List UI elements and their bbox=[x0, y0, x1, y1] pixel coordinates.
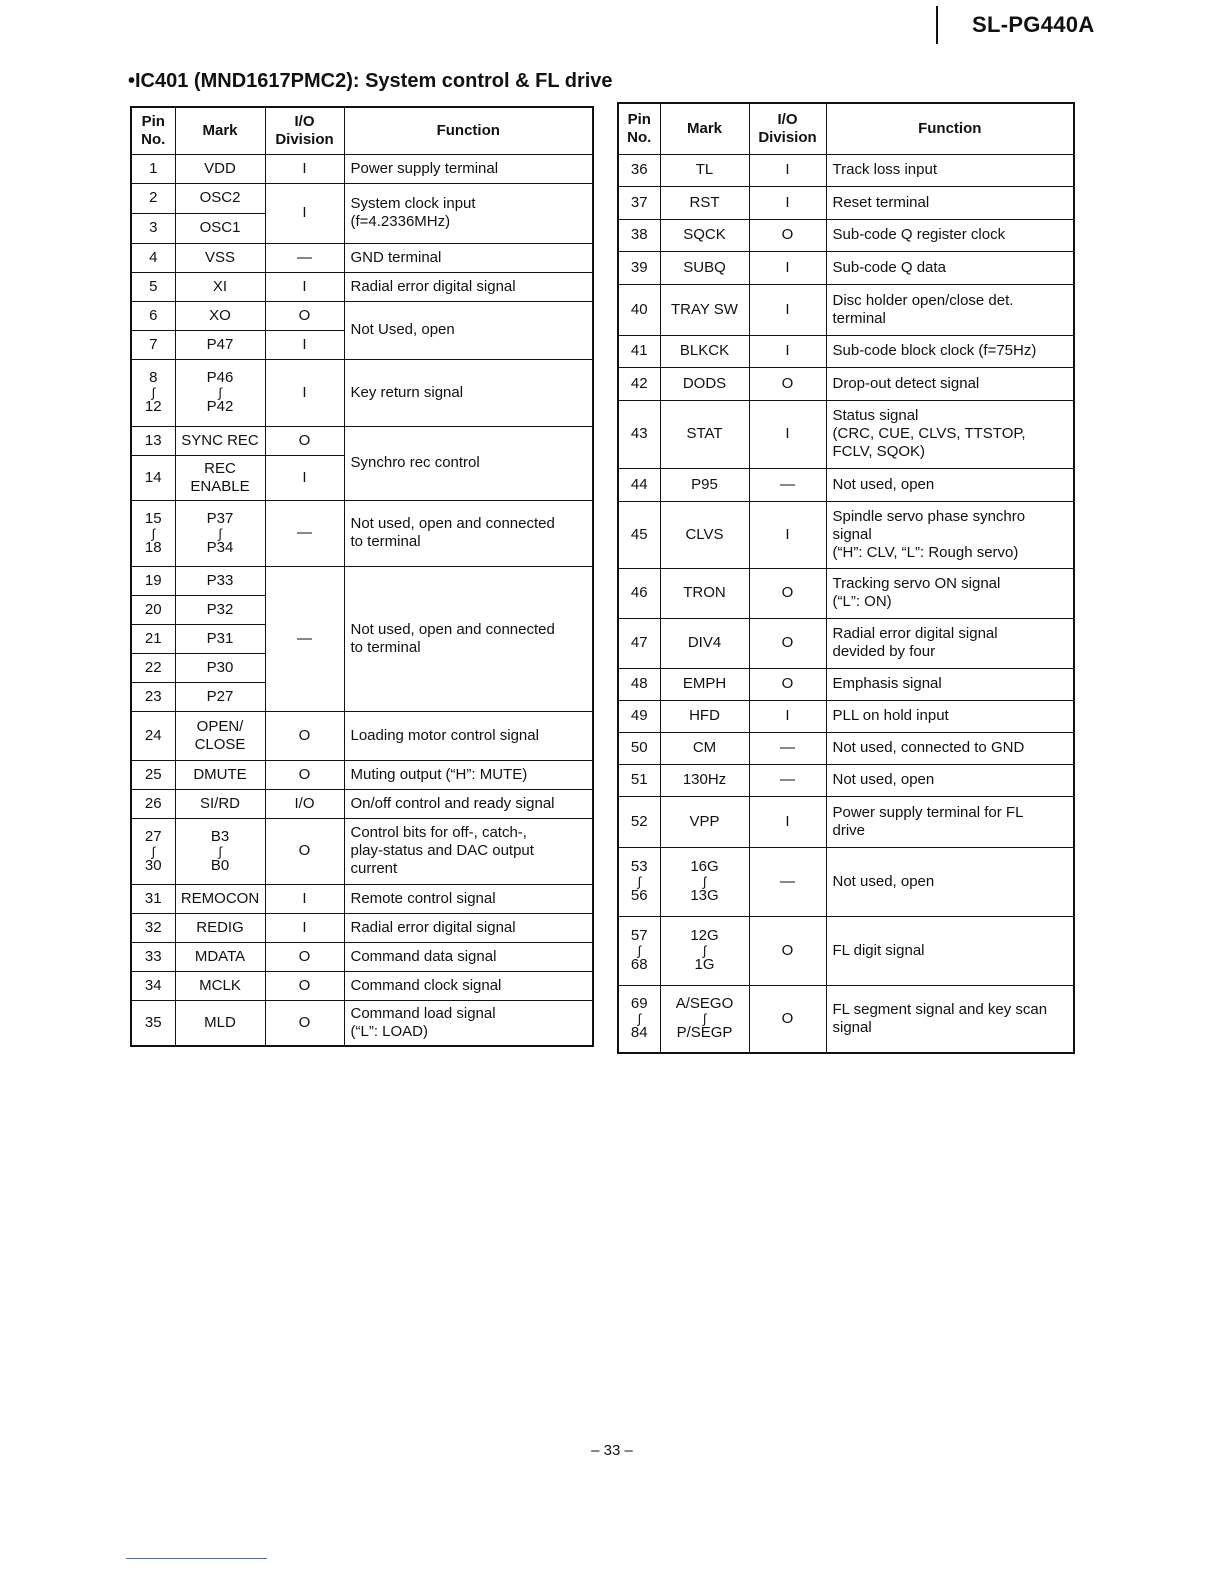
table-row: 8 ∫ 12 P46 ∫ P42 I Key return signal bbox=[131, 359, 593, 426]
table-row: 23 P27 bbox=[131, 682, 593, 711]
table-row: 31 REMOCON I Remote control signal bbox=[131, 884, 593, 913]
header-pin-no: Pin No. bbox=[618, 103, 660, 154]
table-row: 44 P95 — Not used, open bbox=[618, 468, 1074, 501]
table-header-row bbox=[131, 107, 593, 154]
table-row: 41 BLKCK I Sub-code block clock (f=75Hz) bbox=[618, 335, 1074, 367]
table-row: 48 EMPH O Emphasis signal bbox=[618, 668, 1074, 700]
table-row: 21 P31 bbox=[131, 624, 593, 653]
header-function: Function bbox=[344, 107, 593, 154]
header-function: Function bbox=[826, 103, 1074, 154]
section-heading: •IC401 (MND1617PMC2): System control & FL drive bbox=[128, 70, 613, 92]
table-row: 36 TL I Track loss input bbox=[618, 154, 1074, 186]
table-row: 53 ∫ 56 16G ∫ 13G — Not used, open bbox=[618, 847, 1074, 916]
table-row: 3 OSC1 bbox=[131, 213, 593, 243]
table-row: 19 P33 — Not used, open and connected to terminal bbox=[131, 566, 593, 595]
table-row: 24 OPEN/ CLOSE O Loading motor control signal bbox=[131, 711, 593, 760]
table-row: 45 CLVS I Spindle servo phase synchro signal (“H”: CLV, “L”: Rough servo) bbox=[618, 501, 1074, 568]
header-io-division: I/O Division bbox=[749, 103, 826, 154]
table-row: 51 130Hz — Not used, open bbox=[618, 764, 1074, 796]
table-row: 52 VPP I Power supply terminal for FL drive bbox=[618, 796, 1074, 847]
table-row: 49 HFD I PLL on hold input bbox=[618, 700, 1074, 732]
table-row: 7 P47 I bbox=[131, 330, 593, 359]
table-row: 46 TRON O Tracking servo ON signal (“L”: ON) bbox=[618, 568, 1074, 618]
table-row: 34 MCLK O Command clock signal bbox=[131, 971, 593, 1000]
header-pin-no: Pin No. bbox=[131, 107, 175, 154]
header-io-division: I/O Division bbox=[265, 107, 344, 154]
footer-rule bbox=[126, 1558, 267, 1559]
table-row: 26 SI/RD I/O On/off control and ready signal bbox=[131, 789, 593, 818]
table-row: 38 SQCK O Sub-code Q register clock bbox=[618, 219, 1074, 251]
header-mark: Mark bbox=[175, 107, 265, 154]
table-row: 13 SYNC REC O Synchro rec control bbox=[131, 426, 593, 455]
table-row: 37 RST I Reset terminal bbox=[618, 186, 1074, 219]
table-row: 20 P32 bbox=[131, 595, 593, 624]
table-row: 32 REDIG I Radial error digital signal bbox=[131, 913, 593, 942]
table-row: 5 XI I Radial error digital signal bbox=[131, 272, 593, 301]
table-row: 1 VDD I Power supply terminal bbox=[131, 154, 593, 183]
table-row: 50 CM — Not used, connected to GND bbox=[618, 732, 1074, 764]
pin-table-left bbox=[130, 106, 594, 1047]
table-row: 22 P30 bbox=[131, 653, 593, 682]
table-row: 6 XO O Not Used, open bbox=[131, 301, 593, 330]
table-row: 2 OSC2 I System clock input (f=4.2336MHz) bbox=[131, 183, 593, 213]
model-number: SL-PG440A bbox=[936, 6, 1096, 44]
table-row: 25 DMUTE O Muting output (“H”: MUTE) bbox=[131, 760, 593, 789]
header-mark: Mark bbox=[660, 103, 749, 154]
table-row: 14 REC ENABLE I bbox=[131, 455, 593, 500]
table-row: 39 SUBQ I Sub-code Q data bbox=[618, 251, 1074, 284]
table-row: 57 ∫ 68 12G ∫ 1G O FL digit signal bbox=[618, 916, 1074, 985]
table-row: 27 ∫ 30 B3 ∫ B0 O Control bits for off-, catch-, play-status and DAC output current bbox=[131, 818, 593, 884]
table-row: 69 ∫ 84 A/SEGO ∫ P/SEGP O FL segment signal and key scan signal bbox=[618, 985, 1074, 1053]
page-number: – 33 – bbox=[591, 1442, 633, 1459]
table-row: 35 MLD O Command load signal (“L”: LOAD) bbox=[131, 1000, 593, 1046]
table-row: 43 STAT I Status signal (CRC, CUE, CLVS, TTSTOP, FCLV, SQOK) bbox=[618, 400, 1074, 468]
table-row: 40 TRAY SW I Disc holder open/close det. terminal bbox=[618, 284, 1074, 335]
table-header-row bbox=[618, 103, 1074, 154]
table-row: 33 MDATA O Command data signal bbox=[131, 942, 593, 971]
table-row: 4 VSS — GND terminal bbox=[131, 243, 593, 272]
table-row: 42 DODS O Drop-out detect signal bbox=[618, 367, 1074, 400]
table-row: 15 ∫ 18 P37 ∫ P34 — Not used, open and connected to terminal bbox=[131, 500, 593, 566]
pin-table-right bbox=[617, 102, 1075, 1054]
table-row: 47 DIV4 O Radial error digital signal devided by four bbox=[618, 618, 1074, 668]
